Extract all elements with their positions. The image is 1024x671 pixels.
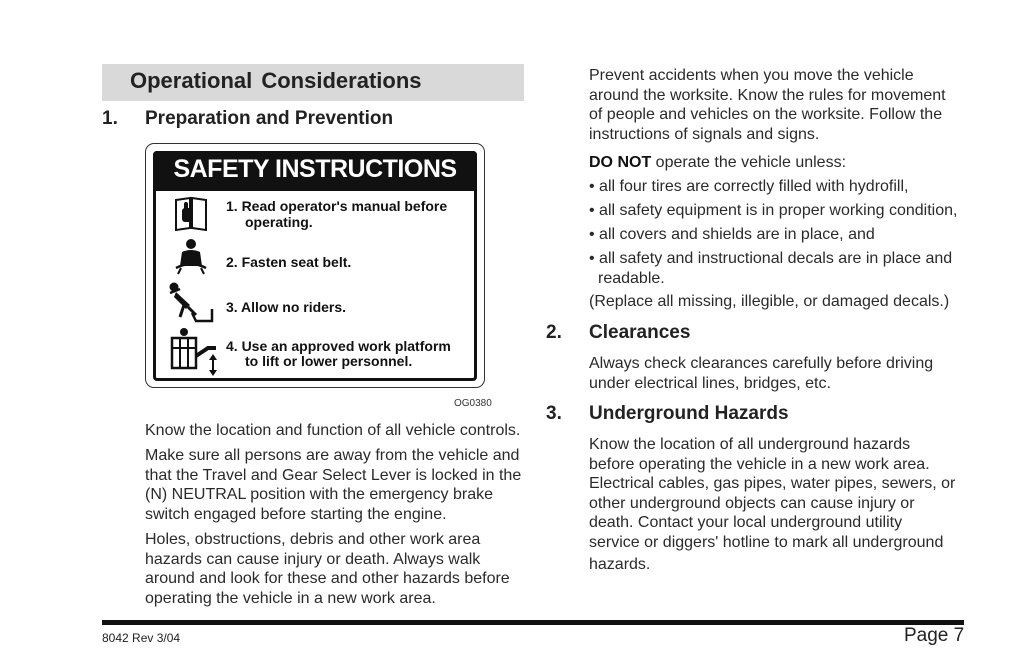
manual-book-icon xyxy=(173,194,209,234)
footer-rule xyxy=(102,620,964,625)
replace-note: (Replace all missing, illegible, or damaged decals.) xyxy=(589,293,950,310)
left-paragraph-1 xyxy=(145,421,520,441)
decal-item-1-line-1: 1. Read operator's manual before xyxy=(226,198,448,214)
text-line: before operating the vehicle in a new work area. xyxy=(589,455,930,473)
heading-2-title: Clearances xyxy=(589,322,691,343)
work-platform-icon xyxy=(168,326,222,376)
right-intro-paragraph xyxy=(589,66,946,144)
do-not-line xyxy=(589,153,846,173)
bullet-item xyxy=(589,225,875,245)
text-line: Prevent accidents when you move the vehicle xyxy=(589,67,914,84)
text-line: Holes, obstructions, debris and other work area xyxy=(145,531,481,548)
underground-paragraph xyxy=(589,435,955,574)
text-line: of people and vehicles on the worksite. Follow the xyxy=(589,106,943,124)
decal-item-3: 3. Allow no riders. xyxy=(226,299,347,315)
text-line: • all safety and instructional decals are in place and xyxy=(589,250,953,267)
text-line: under electrical lines, bridges, etc. xyxy=(589,374,831,392)
text-line: other underground objects can cause injury or xyxy=(589,494,915,512)
bullet-item xyxy=(589,177,908,197)
text-line: Always check clearances carefully before driving xyxy=(589,355,934,372)
heading-1-number: 1. xyxy=(102,108,118,129)
left-paragraph-2 xyxy=(145,446,521,524)
text-line: Electrical cables, gas pipes, water pipes, sewers, or xyxy=(589,475,956,493)
text-line: instructions of signals and signs. xyxy=(589,125,820,143)
safety-decal-title: SAFETY INSTRUCTIONS xyxy=(173,155,457,183)
do-not-rest: operate the vehicle unless: xyxy=(651,154,847,171)
text-line: hazards can cause injury or death. Always walk xyxy=(145,550,481,568)
text-line: hazards. xyxy=(589,555,651,573)
section-title: Operational Considerations xyxy=(130,68,422,93)
text-line: service or diggers' hotline to mark all underground xyxy=(589,533,944,551)
text-line: Know the location of all underground hazards xyxy=(589,436,911,453)
decal-item-4-line-2: to lift or lower personnel. xyxy=(245,353,413,369)
text-line: Know the location and function of all vehicle controls. xyxy=(145,422,521,439)
text-line: readable. xyxy=(598,269,665,287)
text-line: (N) NEUTRAL position with the emergency brake xyxy=(145,486,493,504)
text-line: Make sure all persons are away from the vehicle and xyxy=(145,447,520,464)
heading-2-number: 2. xyxy=(546,322,562,343)
heading-3-title: Underground Hazards xyxy=(589,403,789,424)
document-reference: 8042 Rev 3/04 xyxy=(102,631,181,645)
bullet-item xyxy=(589,201,957,221)
decal-item-2: 2. Fasten seat belt. xyxy=(226,254,352,270)
text-line: that the Travel and Gear Select Lever is locked in the xyxy=(145,466,522,484)
do-not-label: DO NOT xyxy=(589,154,652,171)
decal-item-4-line-1: 4. Use an approved work platform xyxy=(226,338,451,354)
text-line: death. Contact your local underground utility xyxy=(589,514,903,532)
seat-belt-icon xyxy=(173,238,209,276)
text-line: around and look for these and other hazards before xyxy=(145,570,510,588)
no-riders-icon xyxy=(166,281,216,325)
text-line: • all covers and shields are in place, and xyxy=(589,226,875,243)
text-line: • all four tires are correctly filled with hydrofill, xyxy=(589,178,909,195)
text-line: switch engaged before starting the engine. xyxy=(145,505,447,523)
text-line: around the worksite. Know the rules for movement xyxy=(589,86,946,104)
text-line: • all safety equipment is in proper working condition, xyxy=(589,202,958,219)
heading-3-number: 3. xyxy=(546,403,562,424)
page-number: Page 7 xyxy=(904,625,965,646)
decal-code: OG0380 xyxy=(454,398,492,409)
heading-1-title: Preparation and Prevention xyxy=(145,108,394,129)
bullet-item xyxy=(589,249,952,288)
text-line: operating the vehicle in a new work area. xyxy=(145,589,436,607)
decal-item-1-line-2: operating. xyxy=(245,214,313,230)
left-paragraph-3 xyxy=(145,530,510,608)
clearances-paragraph xyxy=(589,354,933,393)
